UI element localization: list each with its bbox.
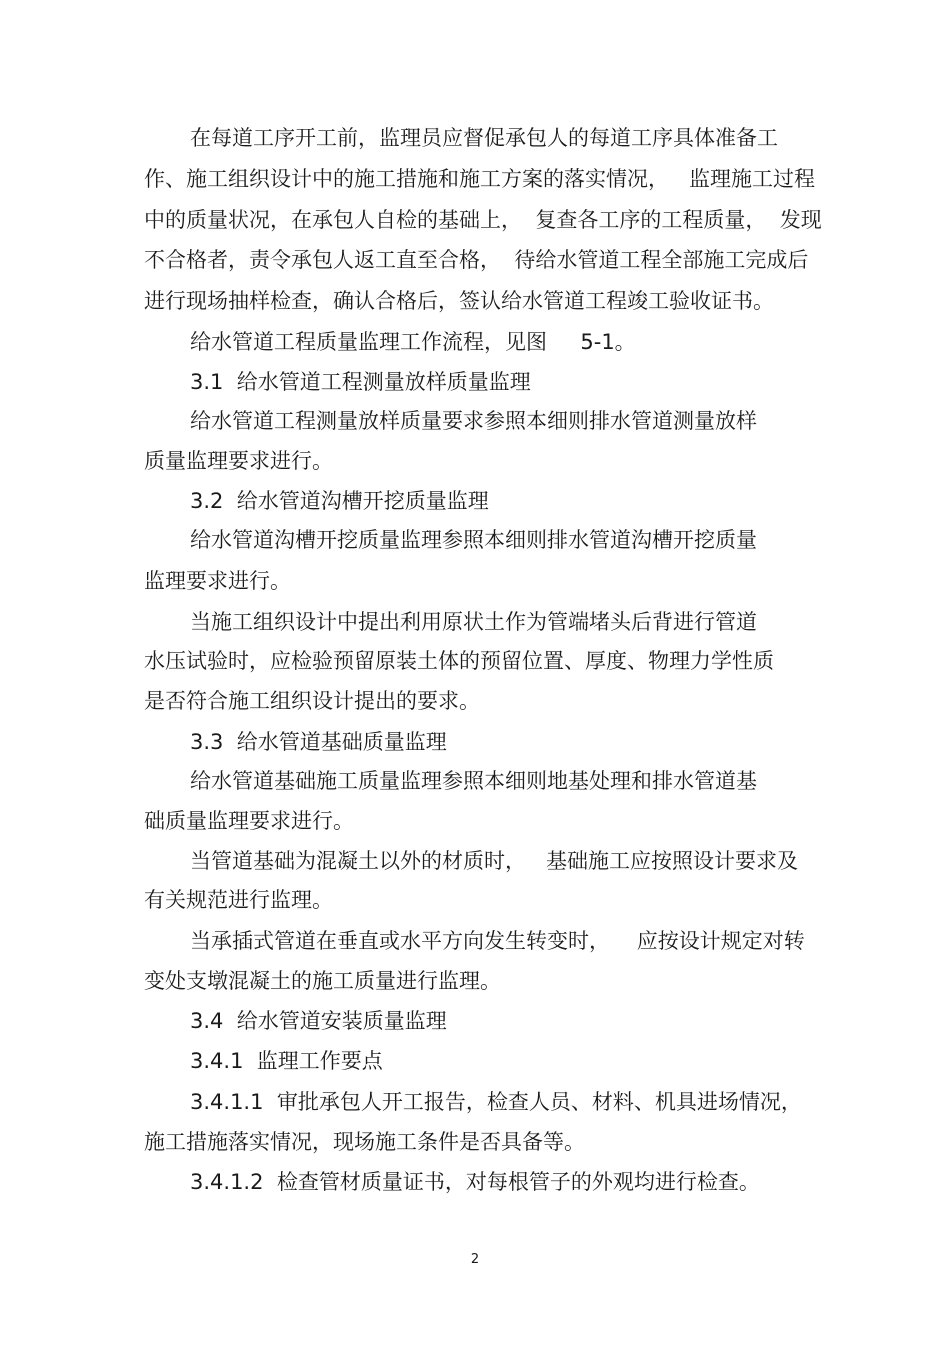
paragraph-line: 给水管道沟槽开挖质量监理参照本细则排水管道沟槽开挖质量 <box>190 528 757 552</box>
paragraph-line: 质量监理要求进行。 <box>144 449 333 473</box>
paragraph-line: 当管道基础为混凝土以外的材质时， 基础施工应按照设计要求及 <box>190 849 799 873</box>
paragraph-line: 是否符合施工组织设计提出的要求。 <box>144 689 480 713</box>
paragraph-line: 有关规范进行监理。 <box>144 888 333 912</box>
paragraph-line: 监理要求进行。 <box>144 569 291 593</box>
paragraph-line: 给水管道工程测量放样质量要求参照本细则排水管道测量放样 <box>190 409 757 433</box>
paragraph-line: 在每道工序开工前，监理员应督促承包人的每道工序具体准备工 <box>190 126 778 150</box>
paragraph-line: 给水管道基础施工质量监理参照本细则地基处理和排水管道基 <box>190 769 757 793</box>
section-heading: 3.1 给水管道工程测量放样质量监理 <box>190 370 531 394</box>
paragraph-line: 不合格者，责令承包人返工直至合格， 待给水管道工程全部施工完成后 <box>144 248 809 272</box>
paragraph-line: 给水管道工程质量监理工作流程，见图 5-1。 <box>190 330 636 354</box>
paragraph-line: 当施工组织设计中提出利用原状土作为管端堵头后背进行管道 <box>190 610 757 634</box>
paragraph-line: 当承插式管道在垂直或水平方向发生转变时， 应按设计规定对转 <box>190 929 805 953</box>
page-number: 2 <box>470 1252 480 1267</box>
paragraph-line: 变处支墩混凝土的施工质量进行监理。 <box>144 969 501 993</box>
paragraph-line: 施工措施落实情况，现场施工条件是否具备等。 <box>144 1130 585 1154</box>
paragraph-line: 中的质量状况，在承包人自检的基础上， 复查各工序的工程质量， 发现 <box>144 208 822 232</box>
paragraph-line: 作、施工组织设计中的施工措施和施工方案的落实情况， 监理施工过程 <box>144 167 816 191</box>
paragraph-line: 进行现场抽样检查，确认合格后，签认给水管道工程竣工验收证书。 <box>144 289 774 313</box>
subsection-heading: 3.4.1 监理工作要点 <box>190 1049 383 1073</box>
paragraph-line: 水压试验时，应检验预留原装土体的预留位置、厚度、物理力学性质 <box>144 649 774 673</box>
section-heading: 3.2 给水管道沟槽开挖质量监理 <box>190 489 489 513</box>
paragraph-line: 3.4.1.2 检查管材质量证书，对每根管子的外观均进行检查。 <box>190 1170 760 1194</box>
section-heading: 3.4 给水管道安装质量监理 <box>190 1009 447 1033</box>
paragraph-line: 础质量监理要求进行。 <box>144 809 354 833</box>
section-heading: 3.3 给水管道基础质量监理 <box>190 730 447 754</box>
paragraph-line: 3.4.1.1 审批承包人开工报告，检查人员、材料、机具进场情况， <box>190 1090 802 1114</box>
